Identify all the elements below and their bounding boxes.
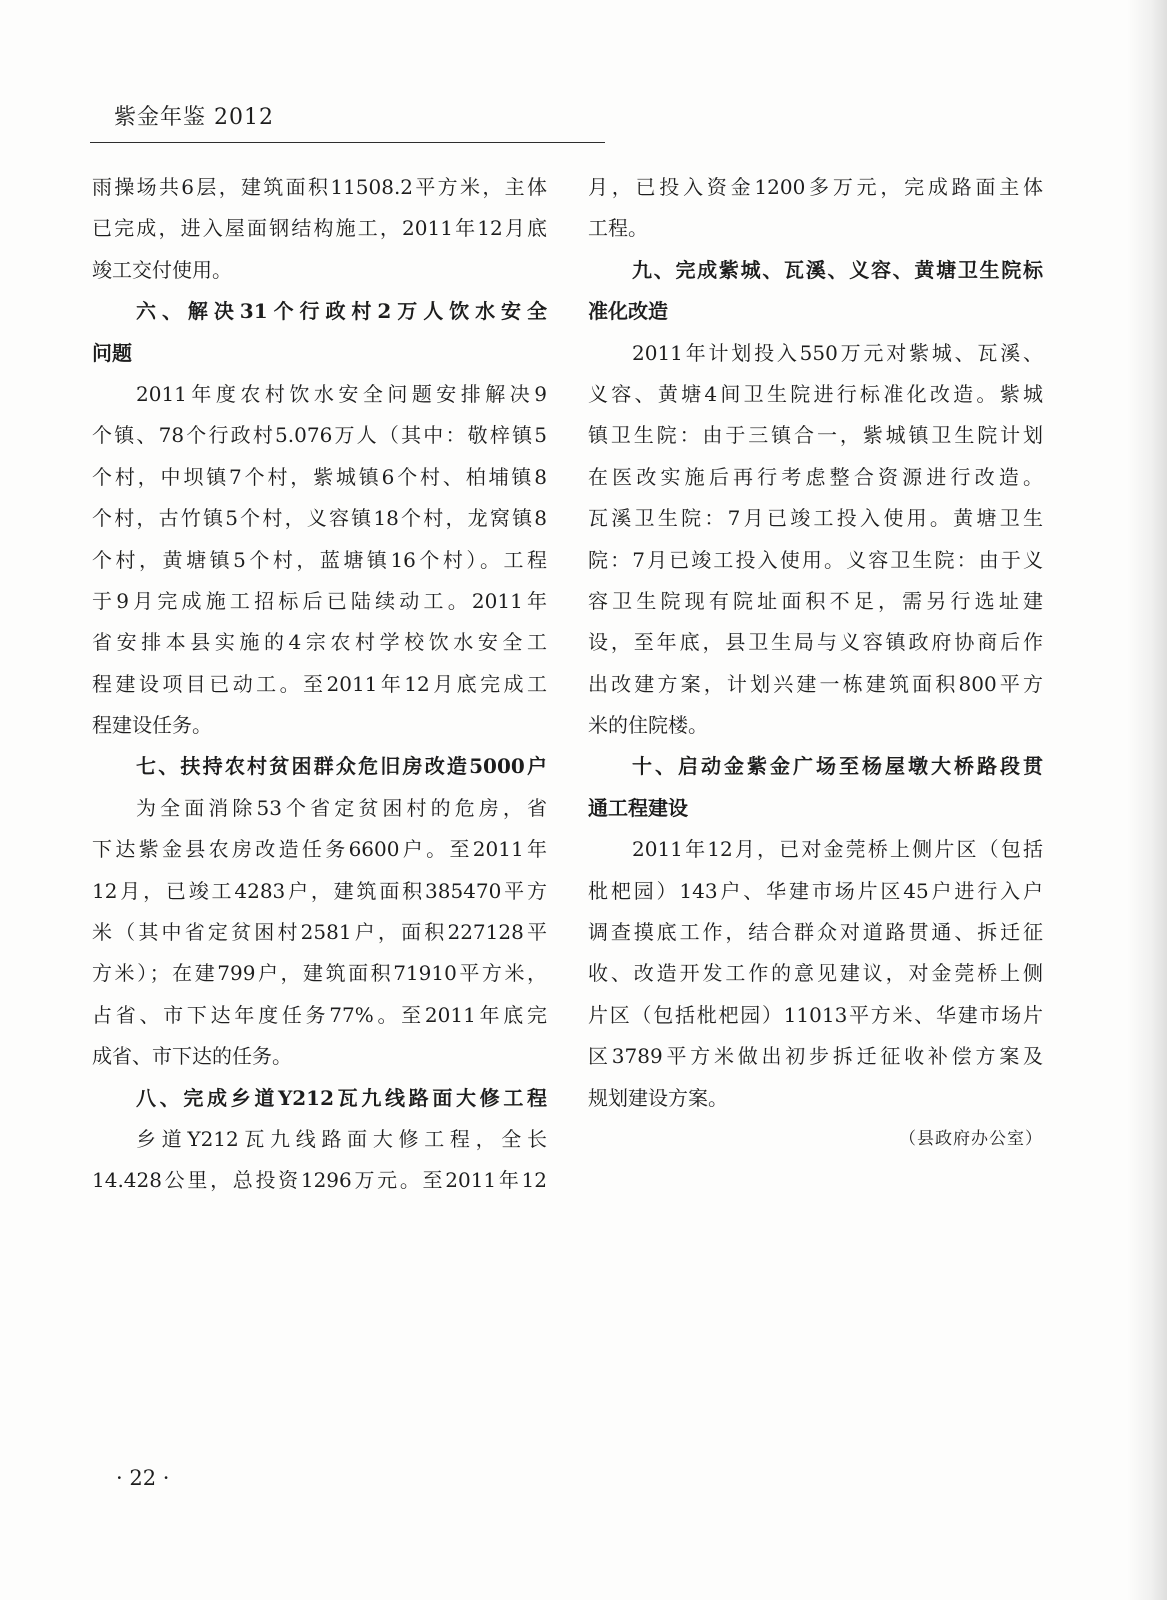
text-line: 月，已投入资金1200多万元，完成路面主体 xyxy=(588,175,1043,199)
text-line: 院：7月已竣工投入使用。义容卫生院：由于义 xyxy=(588,547,1043,572)
right-column xyxy=(588,167,1043,1160)
section-heading-line: 十、启动金紫金广场至杨屋墩大桥路段贯 xyxy=(632,754,1043,779)
text-line: 已完成，进入屋面钢结构施工，2011年12月底 xyxy=(92,216,547,241)
text-line: 个村，黄塘镇5个村，蓝塘镇16个村）。工程 xyxy=(92,547,547,572)
text-line: 省安排本县实施的4宗农村学校饮水安全工 xyxy=(92,630,547,655)
text-line: 程建设任务。 xyxy=(92,713,212,738)
source-attribution: （县政府办公室） xyxy=(899,1128,1043,1149)
text-line: 设，至年底，县卫生局与义容镇政府协商后作 xyxy=(588,630,1043,655)
text-line: 镇卫生院：由于三镇合一，紫城镇卫生院计划 xyxy=(588,423,1043,448)
text-line: 容卫生院现有院址面积不足，需另行选址建 xyxy=(588,588,1043,613)
scan-edge-shadow xyxy=(1127,0,1167,1600)
text-line: 工程。 xyxy=(588,216,648,241)
text-line: 义容、黄塘4间卫生院进行标准化改造。紫城 xyxy=(588,381,1043,406)
text-line: 于9月完成施工招标后已陆续动工。2011年 xyxy=(92,588,547,613)
text-line: 成省、市下达的任务。 xyxy=(92,1044,292,1069)
header-rule xyxy=(90,142,605,143)
text-line: 出改建方案，计划兴建一栋建筑面积800平方 xyxy=(588,671,1043,696)
text-line: 片区（包括枇杷园）11013平方米、华建市场片 xyxy=(588,1002,1043,1027)
text-line: 个村，古竹镇5个村，义容镇18个村，龙窝镇8 xyxy=(92,506,547,531)
running-header-title: 紫金年鉴 2012 xyxy=(114,105,274,130)
section-heading-line: 九、完成紫城、瓦溪、义容、黄塘卫生院标 xyxy=(632,257,1043,282)
text-line: 收、改造开发工作的意见建议，对金莞桥上侧 xyxy=(588,961,1043,986)
text-line: 2011年度农村饮水安全问题安排解决9 xyxy=(136,381,547,406)
text-line: 2011年计划投入550万元对紫城、瓦溪、 xyxy=(632,340,1043,365)
text-line: 米（其中省定贫困村2581户，面积227128平 xyxy=(92,920,547,945)
text-line: 为全面消除53个省定贫困村的危房，省 xyxy=(136,795,547,820)
text-line: 竣工交付使用。 xyxy=(92,257,232,282)
text-line: 乡道Y212瓦九线路面大修工程，全长 xyxy=(136,1126,547,1151)
left-column xyxy=(92,167,547,1202)
section-heading-line: 准化改造 xyxy=(588,299,668,324)
section-heading-line: 六、解决31个行政村2万人饮水安全 xyxy=(136,299,547,324)
section-heading-line: 问题 xyxy=(92,340,132,365)
page-number: · 22 · xyxy=(116,1466,170,1490)
text-line: 米的住院楼。 xyxy=(588,713,708,738)
text-line: 2011年12月，已对金莞桥上侧片区（包括 xyxy=(632,837,1043,862)
text-line: 占省、市下达年度任务77%。至2011年底完 xyxy=(92,1002,547,1027)
section-heading-line: 八、完成乡道Y212瓦九线路面大修工程 xyxy=(136,1085,547,1110)
text-line: 12月，已竣工4283户，建筑面积385470平方 xyxy=(92,878,547,903)
text-line: 方米）；在建799户，建筑面积71910平方米， xyxy=(92,961,547,986)
text-line: 调查摸底工作，结合群众对道路贯通、拆迁征 xyxy=(588,920,1043,945)
text-line: 个村，中坝镇7个村，紫城镇6个村、柏埔镇8 xyxy=(92,464,547,489)
text-line: 14.428公里，总投资1296万元。至2011年12 xyxy=(92,1168,547,1193)
text-line: 枇杷园）143户、华建市场片区45户进行入户 xyxy=(588,878,1043,903)
text-line: 在医改实施后再行考虑整合资源进行改造。 xyxy=(588,464,1043,489)
text-line: 雨操场共6层，建筑面积11508.2平方米，主体 xyxy=(92,175,547,199)
text-line: 区3789平方米做出初步拆迁征收补偿方案及 xyxy=(588,1044,1043,1069)
text-line: 个镇、78个行政村5.076万人（其中：敬梓镇5 xyxy=(92,423,547,448)
text-line: 瓦溪卫生院：7月已竣工投入使用。黄塘卫生 xyxy=(588,506,1043,531)
text-line: 规划建设方案。 xyxy=(588,1085,728,1110)
section-heading-line: 七、扶持农村贫困群众危旧房改造5000户 xyxy=(136,754,547,779)
text-line: 下达紫金县农房改造任务6600户。至2011年 xyxy=(92,837,547,862)
section-heading-line: 通工程建设 xyxy=(588,795,688,820)
text-line: 程建设项目已动工。至2011年12月底完成工 xyxy=(92,671,547,696)
